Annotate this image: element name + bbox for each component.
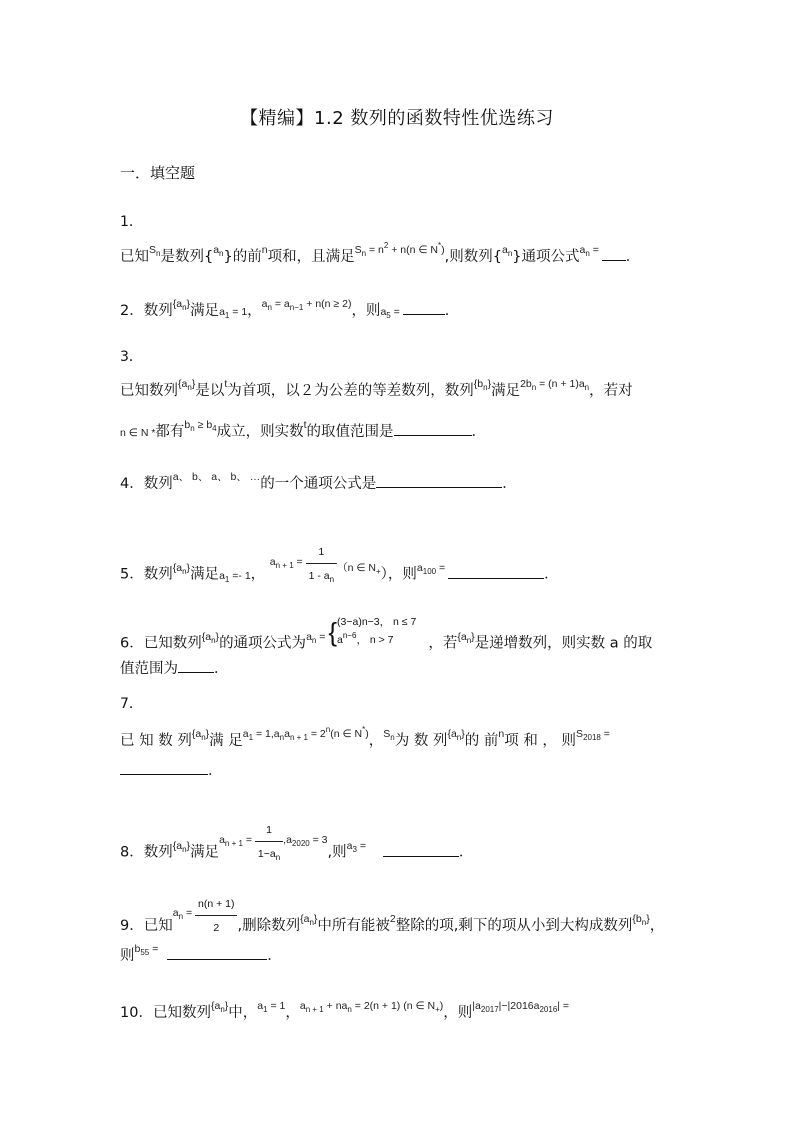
question-7-line-2: ． xyxy=(120,760,223,781)
answer-blank[interactable] xyxy=(178,658,214,673)
answer-blank[interactable] xyxy=(376,473,502,488)
question-4-text: 4．数列$^{a、 b、 a、 b、 \dots}$的一个通项公式是 ． xyxy=(120,471,517,492)
question-3-number: 3． xyxy=(120,349,143,365)
answer-blank[interactable] xyxy=(120,760,208,775)
answer-blank[interactable] xyxy=(403,300,445,315)
question-6-line-1: 6．已知数列$^{\{a_n\}}$的通项公式为$^{a_n =}$ { (3−a)n−3， n ≤ 7 $a^{n-6}$， n > 7 ，若$^{\{a_n\}}$是递增数列，则实数 a 的取 xyxy=(120,625,652,662)
answer-blank[interactable] xyxy=(394,421,472,436)
question-9-line-2: 则$^{b_{55} =}$ ． xyxy=(120,943,282,964)
fraction: $\frac{1}{1-a_n}$ xyxy=(255,820,283,865)
answer-blank[interactable] xyxy=(167,945,267,960)
question-10-text: 10．已知数列$^{\{a_n\}}$中，$^{a_1 = 1}$，$^{a_{n + 1} + na_n = 2(n + 1) (n \in N_+)}$，则$^{|a_{2017}|-|2016a_{2016}| =}$ xyxy=(120,1000,570,1021)
question-7-line-1: 已 知 数 列$^{\{a_n\}}$满 足$^{a_1 = 1,a_na_{n + 1} = 2^n(n \in N^*)}$，$^{S_n}$为 数 列$^{\{a_n\}}$的 前$^n$项 和 ， 则$^{S_{2018} =}$ xyxy=(120,725,610,749)
question-1-number: 1． xyxy=(120,214,143,230)
piecewise-definition: { (3−a)n−3， n ≤ 7 $a^{n-6}$， n > 7 xyxy=(328,616,417,647)
fraction: $\frac{1}{1 - a_n}$ xyxy=(306,542,337,587)
page-title: 【精编】1.2 数列的函数特性优选练习 xyxy=(240,108,554,129)
question-7-number: 7． xyxy=(120,696,143,712)
answer-blank[interactable] xyxy=(383,842,459,857)
answer-blank[interactable] xyxy=(602,246,626,261)
question-2-text: 2．数列$^{\{a_n\}}$满足$a_1 = 1$，$^{a_n = a_{n-1} + n(n \ge 2)}$，则$a_5$ = ． xyxy=(120,298,460,320)
question-3-line-2: n ∈ N *都有$^{b_n \ge b_4}$成立，则实数$^t$的取值范围是 ． xyxy=(120,419,487,440)
question-3-line-1: 已知数列$^{\{a_n\}}$是以$^t$为首项，以２为公差的等差数列，数列$^{\{b_n\}}$满足$^{2b_n = (n + 1)a_n}$，若对 xyxy=(120,378,633,399)
question-8-text: 8．数列$^{\{a_n\}}$满足$^{a_{n + 1} =}$ $\frac{1}{1-a_n}$ $^{,a_{2020} = 3}$,则$^{a_3 =}$ ． xyxy=(120,830,473,875)
section-heading: 一．填空题 xyxy=(120,164,196,182)
question-5-text: 5．数列$^{\{a_n\}}$满足$a_1 =- 1$， $^{a_{n + 1} =}$ $\frac{1}{1 - a_n}$ $^{(n \in N_+}$），则$^{a_{100} =}$ ． xyxy=(120,552,559,597)
question-6-line-2: 值范围为 ． xyxy=(120,658,229,679)
question-1-text: 已知$^{S_n}$是数列{$^{a_n}$}的前$^n$项和，且满足$^{S_n = n^2 + n(n \in N^*)}$,则数列{$^{a_n}$}通项公式$^{a_n =}$ ． xyxy=(120,241,641,265)
fraction: $\frac{n(n + 1)}{2}$ xyxy=(195,894,237,938)
question-9-line-1: 9．已知$^{a_n =}$ $\frac{n(n + 1)}{2}$ ,删除数列$^{\{a_n\}}$中所有能被$^2$整除的项,剩下的项从小到大构成数列$^{\{b_n\}}$， xyxy=(120,904,664,948)
answer-blank[interactable] xyxy=(448,564,544,579)
